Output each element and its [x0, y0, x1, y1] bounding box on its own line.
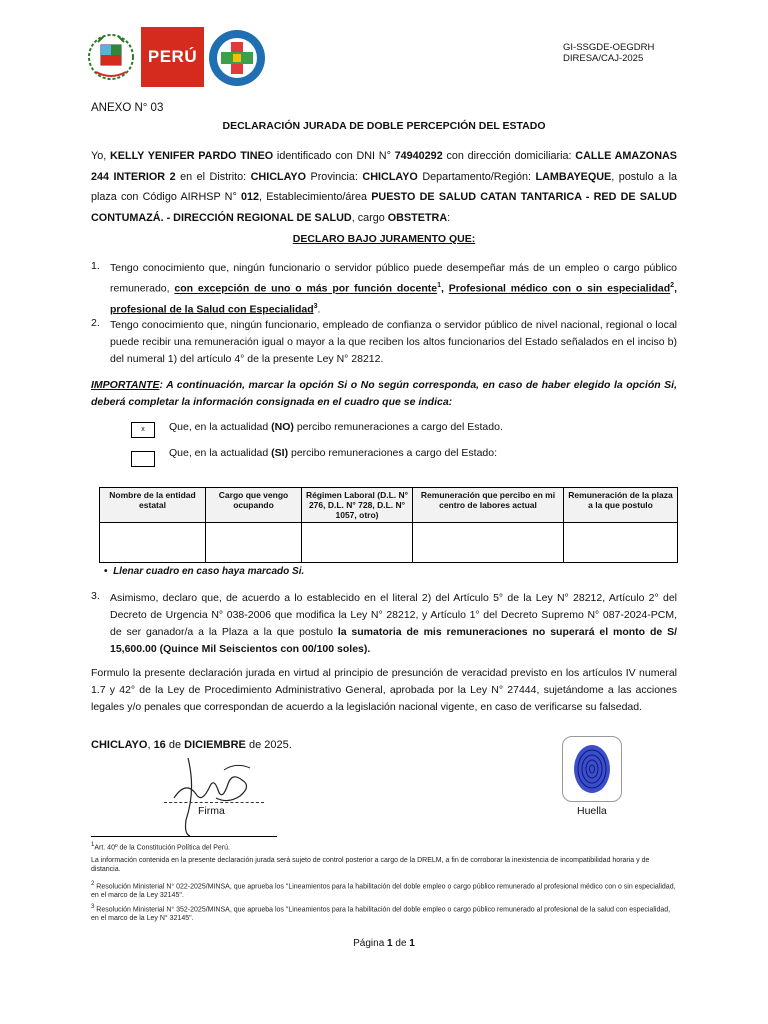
item-1-number: 1. — [91, 260, 100, 272]
important-note: IMPORTANTE: A continuación, marcar la opción Si o No según corresponda, en caso de haber elegido la opción Si, deberá completar la información consignada en el cuadro que se indica: — [91, 379, 677, 408]
table-header-cell: Cargo que vengo ocupando — [206, 488, 302, 523]
document-code-line2: DIRESA/CAJ-2025 — [563, 53, 644, 64]
footnote-info: La información contenida en la presente declaración jurada será sujeto de control posterior a cargo de la DRELM, a fin de corroborar la inexistencia de incompatibilidad horaria y de distancia. — [91, 857, 650, 873]
table-header-cell: Remuneración que percibo en mi centro de labores actual — [413, 488, 564, 523]
item-2-text: Tengo conocimiento que, ningún funcionario, empleado de confianza o servidor público de nivel nacional, regional o local puede recibir una remuneración igual o mayor a la que reciben los altos funcionarios del Estado señalados en el inciso b) del numeral 1) del artículo 4° de la presente Ley N° 28212. — [110, 319, 677, 365]
remuneration-table — [99, 487, 678, 563]
table-note: • Llenar cuadro en caso haya marcado Si. — [104, 566, 305, 577]
declaro-heading: DECLARO BAJO JURAMENTO QUE: — [292, 233, 476, 245]
region: LAMBAYEQUE — [535, 170, 612, 183]
peru-brand-block — [141, 27, 204, 87]
table-cell-position[interactable] — [206, 523, 302, 563]
option-no-label: Que, en la actualidad (NO) percibo remuneraciones a cargo del Estado. — [169, 421, 503, 433]
table-cell-current-pay[interactable] — [413, 523, 564, 563]
firma-label: Firma — [198, 805, 225, 817]
declarant-name: KELLY YENIFER PARDO TINEO — [109, 150, 274, 162]
date-line: CHICLAYO, 16 de DICIEMBRE de 2025. — [91, 739, 292, 751]
option-si-checkbox[interactable] — [131, 451, 155, 467]
item-2-number: 2. — [91, 317, 100, 329]
peru-seal-logo — [86, 32, 136, 82]
annex-number: ANEXO N° 03 — [91, 102, 164, 114]
footnote-1: $^1$Art. 40º de la Constitución Política del Perú. — [91, 842, 230, 852]
table-cell-entity[interactable] — [100, 523, 206, 563]
bullet-icon: • — [104, 566, 108, 577]
fingerprint-box — [562, 736, 622, 802]
district: CHICLAYO — [250, 170, 307, 183]
signature-image — [166, 750, 266, 840]
item-3-number: 3. — [91, 590, 100, 602]
diresa-cajamarca-logo — [207, 28, 267, 88]
document-title: DECLARACIÓN JURADA DE DOBLE PERCEPCIÓN DEL ESTADO — [222, 120, 546, 132]
table-header-cell: Régimen Laboral (D.L. N° 276, D.L. N° 728, D.L. N° 1057, otro) — [302, 488, 413, 523]
declarant-paragraph: Yo, KELLY YENIFER PARDO TINEO identificado con DNI N° 74940292 con dirección domiciliaria: CALLE AMAZONAS 244 INTERIOR 2 en el Distrito: CHICLAYO Provincia: CHICLAYO Departamento/Región: LAMBAYEQUE, postulo a la plaza con Código AIRHSP N° 012, Establecimiento/área PUESTO DE SALUD CATAN TANTARICA - RED DE SALUD CONTUMAZÁ. - DIRECCIÓN REGIONAL DE SALUD, cargo OBSTETRA: — [91, 150, 678, 224]
option-si-label: Que, en la actualidad (SI) percibo remuneraciones a cargo del Estado: — [169, 447, 498, 459]
table-header-row — [100, 488, 678, 523]
table-header-cell: Remuneración de la plaza a la que postulo — [564, 488, 678, 523]
address: CALLE AMAZONAS 244 INTERIOR 2 — [91, 150, 678, 183]
footnote-3: $^3$ Resolución Ministerial N° 352-2025/MINSA, que aprueba los "Lineamientos para la habilitación del doble empleo o cargo público remunerado al profesional de la salud con especialidad, en el marco de la Ley N° 32145". — [91, 904, 671, 923]
item-1-text: Tengo conocimiento que, ningún funcionario o servidor público puede desempeñar más de un empleo o cargo público remunerado, con excepción de uno o más por función docente$^1$, Profesional médico con o sin especialidad$^2$, profesional de la Salud con Especialidad$^3$. — [110, 262, 677, 315]
airhsp-code: 012 — [240, 191, 259, 203]
option-no-checkbox[interactable]: x — [131, 422, 155, 438]
table-cell-target-pay[interactable] — [564, 523, 678, 563]
job-position: OBSTETRA — [387, 211, 448, 224]
closing-paragraph: Formulo la presente declaración jurada en virtud al principio de presunción de veracidad previsto en los artículos IV numeral 1.7 y 42° de la Ley de Procedimiento Administrativo General, aprobada por la Ley N° 27444, sujetándome a las acciones legales y/o penales que correspondan de acuerdo a la legislación nacional vigente, en caso de verificarse su falsedad. — [91, 667, 677, 713]
page-number: Página 1 de 1 — [353, 938, 415, 949]
huella-label: Huella — [577, 805, 607, 817]
dni-number: 74940292 — [394, 150, 443, 162]
item-3-text: Asimismo, declaro que, de acuerdo a lo establecido en el literal 2) del Artículo 5° de la Ley N° 28212, Artículo 2° del Decreto de Urgencia N° 038-2006 que modifica la Ley N° 28212, y Artículo 1° del Decreto Supremo N° 087-2024-PCM, de ser ganador/a a la Plaza a la que postulo la sumatoria de mis remuneraciones no superará el monto de S/ 15,600.00 (Quince Mil Seiscientos con 00/100 soles). — [110, 592, 677, 655]
footnote-separator — [91, 836, 277, 837]
establishment: PUESTO DE SALUD CATAN TANTARICA - RED DE SALUD CONTUMAZÁ. - DIRECCIÓN REGIONAL DE SALUD — [91, 191, 677, 224]
table-row — [100, 523, 678, 563]
table-cell-regime[interactable] — [302, 523, 413, 563]
province: CHICLAYO — [362, 170, 418, 183]
peru-label: PERÚ — [147, 47, 198, 66]
document-code-line1: GI-SSGDE-OEGDRH — [563, 42, 655, 53]
table-header-cell: Nombre de la entidad estatal — [100, 488, 206, 523]
signature-line — [164, 802, 264, 803]
footnote-2: $^2$ Resolución Ministerial N° 022-2025/MINSA, que aprueba los "Lineamientos para la habilitación del doble empleo o cargo público remunerado al profesional médico con o sin especialidad, en el marco de la Ley 32145". — [91, 881, 676, 900]
